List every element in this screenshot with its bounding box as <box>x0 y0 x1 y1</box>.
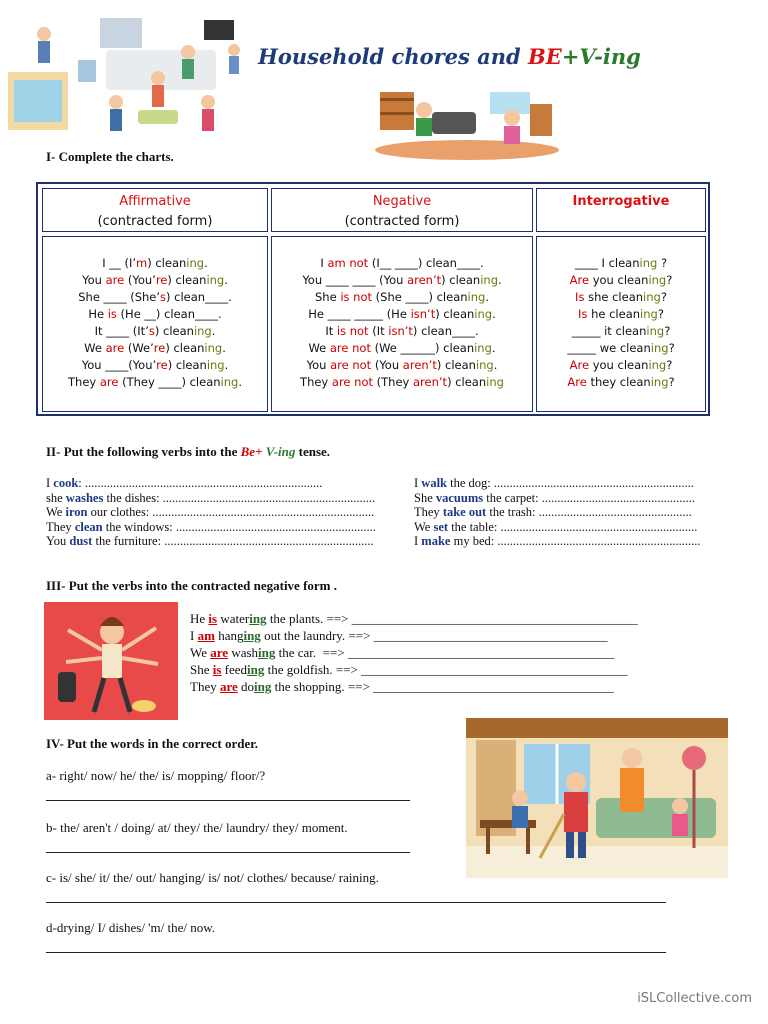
negative-column <box>271 236 533 412</box>
verb-line: They take out the trash: ................................................. <box>414 505 692 519</box>
interrogative-header <box>536 188 706 232</box>
int-row: _____ it cleaning? <box>571 324 671 338</box>
aff-row: They are (They ____) cleaning. <box>68 375 242 389</box>
section-2-heading <box>46 444 330 460</box>
negative-item: I am hanging out the laundry. ==> ____________________________________ <box>190 628 608 643</box>
interrogative-column <box>536 236 706 412</box>
aff-row: You are (You’re) cleaning. <box>82 273 228 287</box>
verb-line: She vacuums the carpet: ................................................. <box>414 490 695 505</box>
answer-line-a[interactable] <box>46 800 410 801</box>
aff-row: He is (He __) clean____. <box>88 307 222 321</box>
title-part-be: BE <box>528 44 562 69</box>
verb-line: You dust the furniture: ................................................................... <box>46 534 374 548</box>
s2-ving: V-ing <box>265 444 296 459</box>
verb-line: We iron our clothes: ....................................................................... <box>46 505 375 519</box>
aff-row: She ____ (She’s) clean____. <box>78 290 232 304</box>
int-row: Are you cleaning? <box>569 358 673 372</box>
verb-line: I walk the dog: ................................................................ <box>414 476 694 490</box>
neg-row: I am not (I__ ____) clean____. <box>320 256 484 270</box>
affirmative-column <box>42 236 268 412</box>
aff-row: You ____(You’re) cleaning. <box>81 358 229 372</box>
verb-line: They clean the windows: ................................................................ <box>46 519 376 534</box>
s2-be: Be <box>240 444 256 459</box>
negative-subtitle: (contracted form) <box>344 214 460 229</box>
negative-item: She is feeding the goldfish. ==> _________________________________________ <box>190 662 628 677</box>
negative-exercise <box>190 610 638 695</box>
neg-row: We are not (We ______) cleaning. <box>308 341 496 355</box>
negative-header <box>271 188 533 232</box>
neg-row: It is not (It isn’t) clean____. <box>325 324 479 338</box>
question-b: b- the/ aren't / doing/ at/ they/ the/ laundry/ they/ moment. <box>46 820 348 835</box>
negative-item: He is watering the plants. ==> ____________________________________________ <box>190 611 638 626</box>
s2-pre: II- Put the following verbs into the <box>46 444 241 459</box>
neg-row: He ____ _____ (He isn’t) cleaning. <box>308 307 496 321</box>
negative-item: We are washing the car. ==> _________________________________________ <box>190 645 615 660</box>
aff-row: I __ (I’m) cleaning. <box>102 256 208 270</box>
question-d: d-drying/ I/ dishes/ 'm/ the/ now. <box>46 920 216 935</box>
aff-row: We are (We’re) cleaning. <box>84 341 226 355</box>
busy-mother-illustration <box>44 602 178 720</box>
int-row: Is he cleaning? <box>578 307 664 321</box>
title-part-ving: +V-ing <box>561 44 641 69</box>
title-part-chores: Household chores <box>258 44 470 69</box>
int-row: Are they cleaning? <box>567 375 675 389</box>
verb-line: I make my bed: ................................................................. <box>414 534 701 548</box>
affirmative-subtitle: (contracted form) <box>97 214 213 229</box>
affirmative-title: Affirmative <box>119 194 191 209</box>
int-row: Is she cleaning? <box>575 290 667 304</box>
interrogative-title: Interrogative <box>572 194 670 209</box>
verbs-left-list <box>46 476 376 549</box>
int-row: ____ I cleaning ? <box>574 256 668 270</box>
neg-row: You ____ ____ (You aren’t) cleaning. <box>302 273 502 287</box>
section-1-heading: I- Complete the charts. <box>46 149 174 164</box>
answer-line-c[interactable] <box>46 902 666 903</box>
question-c: c- is/ she/ it/ the/ out/ hanging/ is/ not/ clothes/ because/ raining. <box>46 870 379 885</box>
neg-row: She is not (She ____) cleaning. <box>314 290 489 304</box>
aff-row: It ____ (It’s) cleaning. <box>94 324 216 338</box>
question-a: a- right/ now/ he/ the/ is/ mopping/ floor/? <box>46 768 266 783</box>
kids-cleaning-illustration <box>372 84 562 160</box>
answer-line-b[interactable] <box>46 852 410 853</box>
section-3-heading: III- Put the verbs into the contracted negative form . <box>46 578 338 593</box>
negative-title: Negative <box>372 194 432 209</box>
worksheet-title <box>258 44 641 69</box>
answer-line-d[interactable] <box>46 952 666 953</box>
neg-row: You are not (You aren’t) cleaning. <box>306 358 498 372</box>
s2-post: tense. <box>295 444 331 459</box>
conjugation-chart <box>36 182 710 416</box>
int-row: _____ we cleaning? <box>567 341 675 355</box>
affirmative-header <box>42 188 268 232</box>
chores-collage-illustration <box>8 10 246 140</box>
s2-plus: + <box>255 444 266 459</box>
int-row: Are you cleaning? <box>569 273 673 287</box>
negative-item: They are doing the shopping. ==> _____________________________________ <box>190 679 614 694</box>
verb-line: she washes the dishes: .................................................................... <box>46 490 376 505</box>
title-part-and: and <box>469 44 529 69</box>
verb-line: We set the table: ............................................................... <box>414 519 698 534</box>
site-watermark: iSLCollective.com <box>637 991 752 1006</box>
verb-line: I cook: ............................................................................ <box>46 476 323 490</box>
neg-row: They are not (They aren’t) cleaning <box>300 375 504 389</box>
section-4-heading: IV- Put the words in the correct order. <box>46 736 259 751</box>
family-cleaning-illustration <box>466 718 728 878</box>
verbs-right-list <box>414 476 700 549</box>
